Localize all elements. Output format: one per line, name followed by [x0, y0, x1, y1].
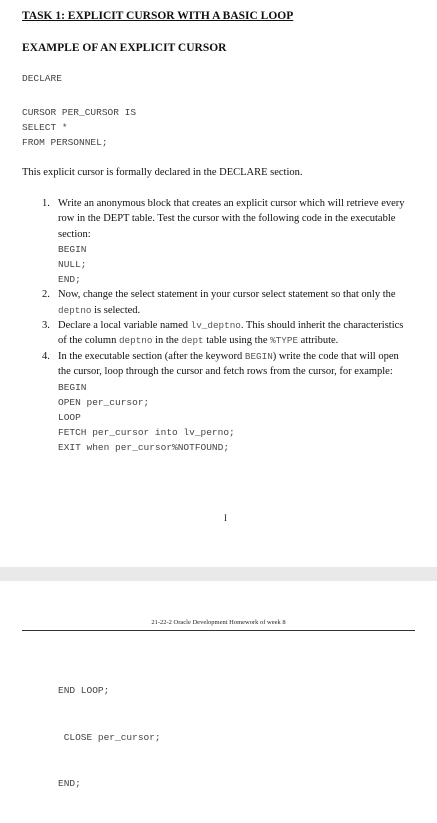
code-line: NULL; [58, 259, 87, 271]
list-item [42, 349, 414, 455]
item-number: 1. [42, 198, 50, 209]
code-line: BEGIN [58, 381, 87, 393]
task-title: TASK 1: EXPLICIT CURSOR WITH A BASIC LOOP [22, 10, 294, 22]
item-number: 4. [42, 350, 50, 362]
code-line: FETCH per_cursor into lv_perno; [58, 426, 235, 438]
footer-rule [22, 630, 415, 631]
item-number: 3. [42, 320, 50, 332]
example-code-line: SELECT * [22, 122, 68, 133]
item-text: Declare a local variable named lv_deptno. This should inherit the characteristics of the column deptno in the dept table using the %TYPE attribute. [58, 320, 404, 347]
code-line: END; [58, 778, 81, 789]
item-number: 2. [42, 289, 50, 301]
list-item [42, 287, 414, 318]
item-text: Now, change the select statement in your cursor select statement so that only the deptno is selected. [58, 289, 396, 316]
example-code-line: FROM PERSONNEL; [22, 137, 108, 148]
code-line: CLOSE per_cursor; [58, 731, 161, 743]
item-text: Write an anonymous block that creates an explicit cursor which will retrieve every row in the DEPT table. Test the cursor with the following code in the executable section: [58, 198, 405, 240]
code-line: EXIT when per_cursor%NOTFOUND; [58, 441, 230, 453]
page-footer: 21-22-2 Oracle Development Homework of week 8 [151, 619, 286, 626]
page-break [0, 567, 437, 581]
instruction-list [42, 196, 414, 455]
code-line: END LOOP; [58, 685, 110, 696]
code-line: LOOP [58, 411, 81, 423]
list-item [42, 318, 414, 349]
example-code-line: CURSOR PER_CURSOR IS [22, 107, 137, 118]
declare-keyword: DECLARE [22, 73, 62, 84]
list-item [42, 196, 414, 287]
continuation-code [58, 652, 161, 823]
example-title: EXAMPLE OF AN EXPLICIT CURSOR [22, 42, 227, 54]
item-text: In the executable section (after the keyword BEGIN) write the code that will open the cursor, loop through the cursor and fetch rows from the cursor, for example: [58, 350, 399, 378]
intro-paragraph: This explicit cursor is formally declared in the DECLARE section. [22, 167, 303, 178]
text-cursor-icon: I [224, 513, 227, 523]
code-line: OPEN per_cursor; [58, 396, 150, 408]
code-line: END; [58, 274, 81, 286]
code-line: BEGIN [58, 244, 87, 256]
